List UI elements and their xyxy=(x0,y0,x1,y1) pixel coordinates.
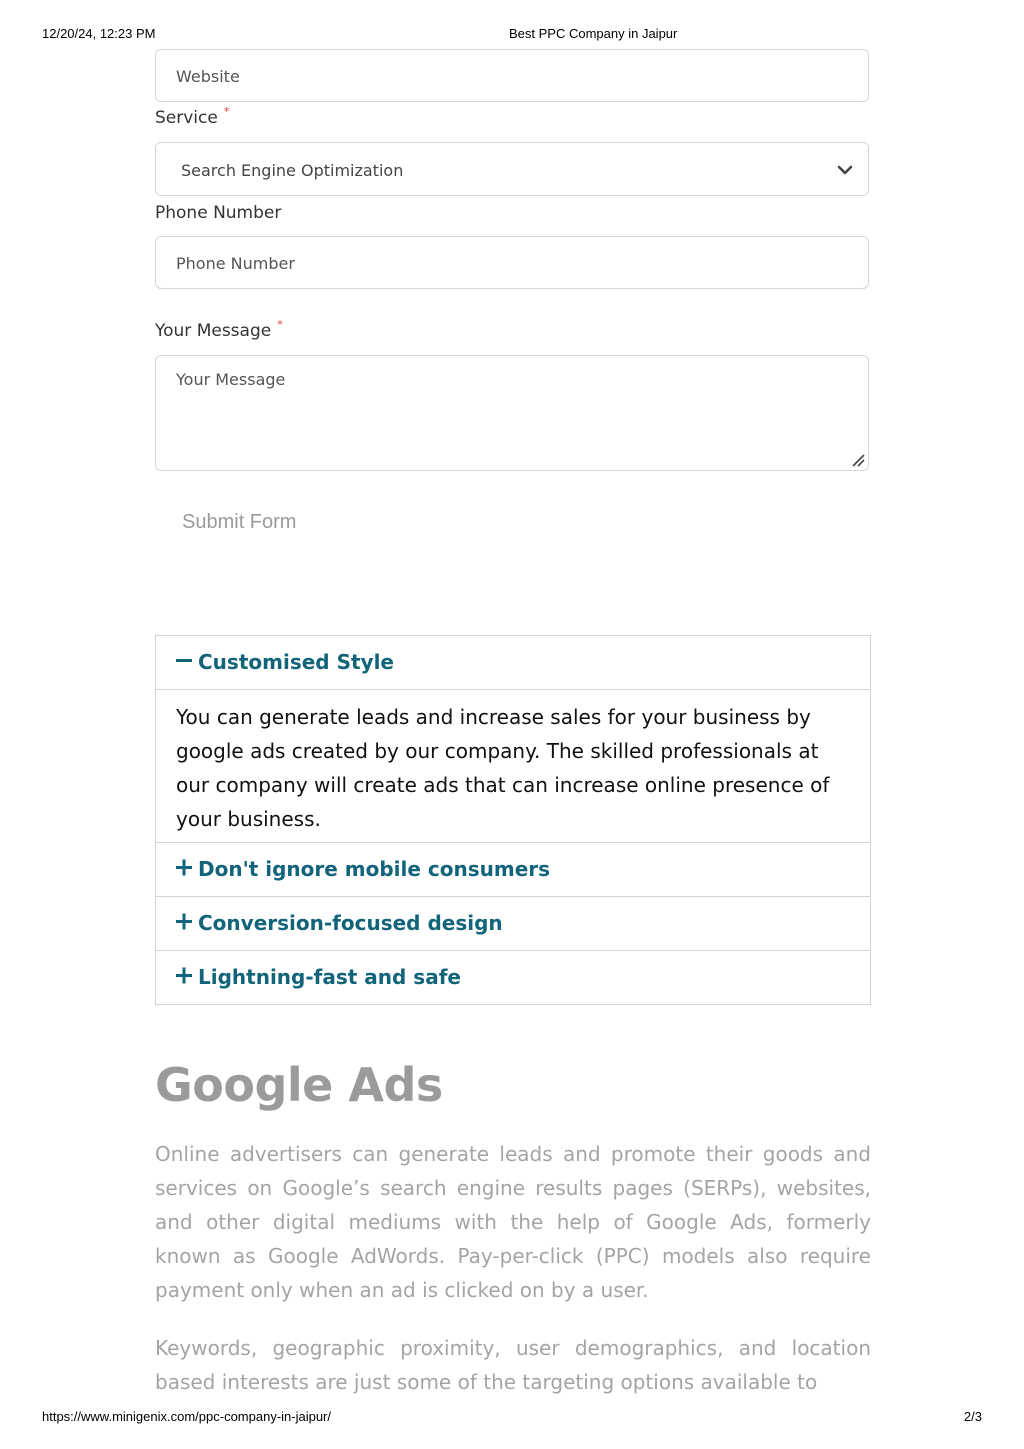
print-footer xyxy=(0,1409,1024,1427)
print-url: https://www.minigenix.com/ppc-company-in-jaipur/ xyxy=(42,1409,331,1424)
accordion-title: Don't ignore mobile consumers xyxy=(198,857,551,881)
accordion-header-customised-style[interactable] xyxy=(156,636,870,689)
accordion-header-conversion-design[interactable] xyxy=(156,897,870,950)
required-marker: * xyxy=(223,105,230,118)
accordion-title: Lightning-fast and safe xyxy=(198,965,461,989)
website-placeholder: Website xyxy=(176,67,240,86)
phone-placeholder: Phone Number xyxy=(176,254,295,273)
required-marker: * xyxy=(277,318,283,331)
accordion-item-conversion-design xyxy=(156,896,870,950)
phone-input[interactable] xyxy=(155,236,869,289)
print-header xyxy=(0,26,1024,44)
plus-icon xyxy=(176,856,192,880)
accordion-item-mobile-consumers xyxy=(156,842,870,896)
accordion-title: Conversion-focused design xyxy=(198,911,503,935)
chevron-down-icon xyxy=(836,161,854,179)
accordion-item-lightning-fast xyxy=(156,950,870,1004)
section-heading: Google Ads xyxy=(155,1058,443,1112)
message-label xyxy=(155,318,283,341)
accordion-item-customised-style xyxy=(156,636,870,842)
minus-icon xyxy=(176,649,192,673)
service-select[interactable] xyxy=(155,142,869,196)
website-input[interactable] xyxy=(155,49,869,102)
plus-icon xyxy=(176,910,192,934)
accordion-body: You can generate leads and increase sales for your business by google ads created by our company. The skilled professionals at our company will create ads that can increase online presence of your business. xyxy=(156,689,870,842)
service-selected-value: Search Engine Optimization xyxy=(181,161,404,180)
print-page-number: 2/3 xyxy=(963,1409,982,1424)
section-paragraph: Keywords, geographic proximity, user demographics, and location based interests are just some of the targeting options available to xyxy=(155,1336,871,1394)
accordion xyxy=(155,635,871,1005)
plus-icon xyxy=(176,964,192,988)
message-textarea[interactable] xyxy=(155,355,869,471)
message-label-text: Your Message xyxy=(155,321,272,341)
phone-label: Phone Number xyxy=(155,203,282,223)
print-datetime: 12/20/24, 12:23 PM xyxy=(42,26,156,41)
accordion-header-lightning-fast[interactable] xyxy=(156,951,870,1004)
print-page-title: Best PPC Company in Jaipur xyxy=(509,26,678,41)
submit-form-button[interactable]: Submit Form xyxy=(182,511,297,533)
service-label-text: Service xyxy=(155,108,218,128)
service-label xyxy=(155,105,230,128)
accordion-header-mobile-consumers[interactable] xyxy=(156,843,870,896)
section-paragraph: Online advertisers can generate leads and promote their goods and services on Google’s search engine results pages (SERPs), websites, and other digital mediums with the help of Google Ads, formerly known as Google AdWords. Pay-per-click (PPC) models also require payment only when an ad is clicked on by a user. xyxy=(155,1142,871,1302)
resize-handle-icon[interactable] xyxy=(851,453,865,467)
message-placeholder: Your Message xyxy=(176,370,286,389)
accordion-title: Customised Style xyxy=(198,650,394,674)
